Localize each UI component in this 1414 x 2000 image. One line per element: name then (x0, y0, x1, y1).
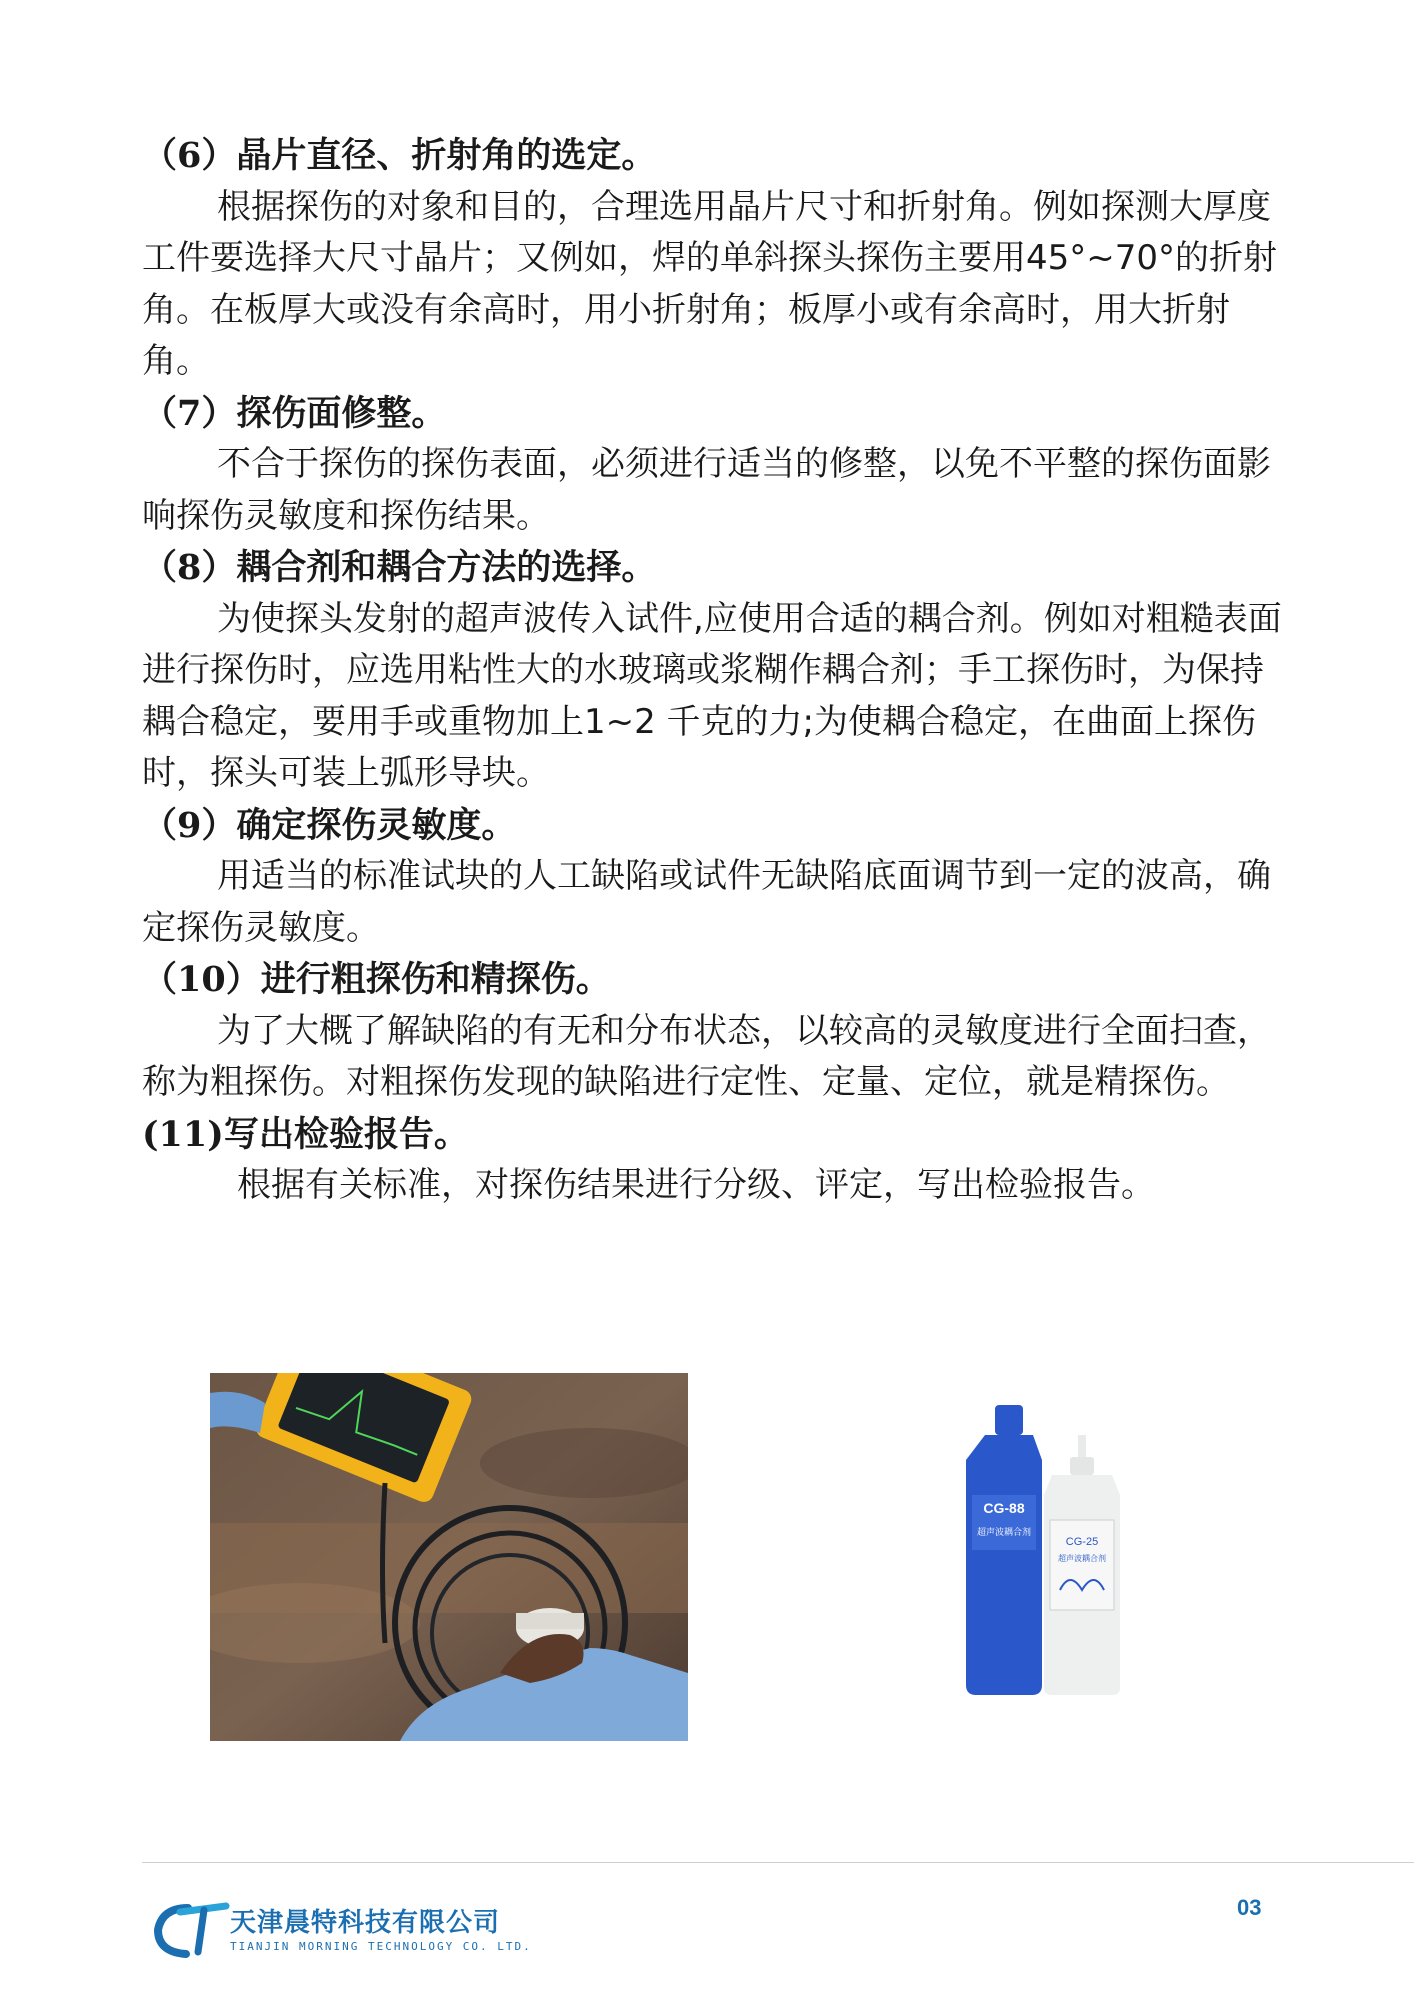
section-heading-11: (11)写出检验报告。 (142, 1113, 469, 1155)
ct-logo-icon (150, 1900, 230, 1960)
section-body-7: 不合于探伤的探伤表面，必须进行适当的修整，以免不平整的探伤面影响探伤灵敏度和探伤结果。 (142, 444, 1271, 536)
bottle-small-label: 超声波耦合剂 (1058, 1554, 1106, 1563)
bottle-large-brand: CG-88 (983, 1500, 1025, 1516)
section-body-11: 根据有关标准，对探伤结果进行分级、评定，写出检验报告。 (237, 1165, 1155, 1205)
section-heading-6: （6）晶片直径、折射角的选定。 (142, 135, 657, 176)
page-number: 03 (1237, 1895, 1262, 1920)
company-logo-icon (150, 1900, 230, 1960)
section-heading-10: （10）进行粗探伤和精探伤。 (142, 959, 611, 1000)
couplant-bottles-photo (960, 1405, 1160, 1695)
flaw-detection-illustration (210, 1373, 688, 1741)
company-name-en: TIANJIN MORNING TECHNOLOGY CO. LTD. (230, 1940, 532, 1953)
flaw-detection-photo (210, 1373, 688, 1741)
company-name-cn: 天津晨特科技有限公司 (230, 1908, 501, 1938)
couplant-bottles-illustration (960, 1405, 1160, 1695)
section-heading-8: （8）耦合剂和耦合方法的选择。 (142, 547, 657, 588)
bottle-small-brand: CG-25 (1065, 1536, 1099, 1548)
bottle-large-label: 超声波耦合剂 (976, 1528, 1032, 1538)
section-heading-7: （7）探伤面修整。 (142, 392, 447, 434)
section-body-6: 根据探伤的对象和目的，合理选用晶片尺寸和折射角。例如探测大厚度工件要选择大尺寸晶片；又例如，焊的单斜探头探伤主要用45°~70°的折射角。在板厚大或没有余高时，用小折射角；板厚小或有余高时，用大折射角。 (142, 186, 1278, 381)
section-body-10: 为了大概了解缺陷的有无和分布状态，以较高的灵敏度进行全面扫查，称为粗探伤。对粗探伤发现的缺陷进行定性、定量、定位，就是精探伤。 (142, 1010, 1271, 1102)
document-body (142, 130, 1292, 1212)
section-body-9: 用适当的标准试块的人工缺陷或试件无缺陷底面调节到一定的波高，确定探伤灵敏度。 (142, 856, 1271, 948)
section-body-8: 为使探头发射的超声波传入试件,应使用合适的耦合剂。例如对粗糙表面进行探伤时，应选用粘性大的水玻璃或浆糊作耦合剂；手工探伤时，为保持耦合稳定，要用手或重物加上1~2 千克的力;为使耦合稳定，在曲面上探伤时，探头可装上弧形导块。 (142, 598, 1282, 793)
footer-divider (142, 1862, 1414, 1863)
section-heading-9: （9）确定探伤灵敏度。 (142, 804, 517, 846)
